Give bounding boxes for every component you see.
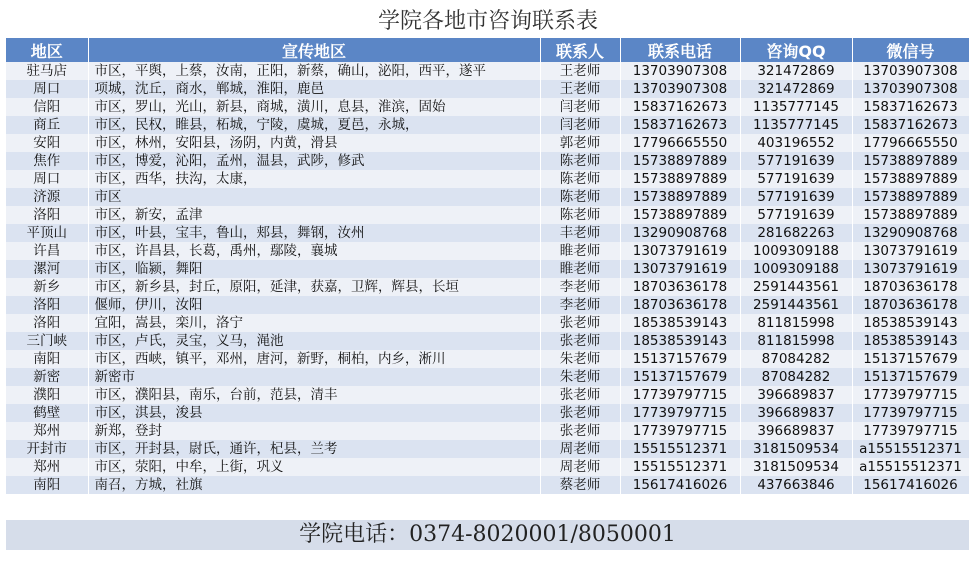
cell-contact: 陈老师 (540, 206, 620, 224)
cell-wechat: 18703636178 (852, 278, 969, 296)
table-row (6, 134, 969, 152)
cell-region: 郑州 (6, 422, 88, 440)
cell-phone: 17739797715 (620, 386, 740, 404)
cell-areas: 市区，西华，扶沟，太康， (88, 170, 540, 188)
cell-wechat: a15515512371 (852, 440, 969, 458)
table-row (6, 62, 969, 80)
cell-areas: 新郑，登封 (88, 422, 540, 440)
cell-qq: 87084282 (740, 350, 852, 368)
table-row (6, 458, 969, 476)
cell-contact: 丰老师 (540, 224, 620, 242)
cell-qq: 1009309188 (740, 260, 852, 278)
cell-region: 郑州 (6, 458, 88, 476)
cell-wechat: a15515512371 (852, 458, 969, 476)
cell-phone: 18703636178 (620, 296, 740, 314)
cell-contact: 张老师 (540, 386, 620, 404)
cell-region: 许昌 (6, 242, 88, 260)
table-row (6, 278, 969, 296)
cell-phone: 15738897889 (620, 188, 740, 206)
cell-areas: 南召，方城，社旗 (88, 476, 540, 494)
cell-areas: 市区，荥阳，中牟，上街，巩义 (88, 458, 540, 476)
cell-region: 洛阳 (6, 314, 88, 332)
cell-phone: 13073791619 (620, 242, 740, 260)
cell-region: 焦作 (6, 152, 88, 170)
cell-phone: 17739797715 (620, 404, 740, 422)
cell-phone: 13703907308 (620, 80, 740, 98)
cell-region: 鹤壁 (6, 404, 88, 422)
column-header-qq: 咨询QQ (740, 38, 852, 62)
cell-qq: 87084282 (740, 368, 852, 386)
cell-areas: 市区，开封县，尉氏，通许，杞县，兰考 (88, 440, 540, 458)
cell-qq: 577191639 (740, 152, 852, 170)
cell-wechat: 13703907308 (852, 62, 969, 80)
table-row (6, 188, 969, 206)
cell-contact: 闫老师 (540, 116, 620, 134)
cell-region: 南阳 (6, 350, 88, 368)
cell-areas: 市区，濮阳县，南乐，台前，范县，清丰 (88, 386, 540, 404)
cell-contact: 睢老师 (540, 242, 620, 260)
cell-areas: 市区，林州，安阳县，汤阴，内黄，滑县 (88, 134, 540, 152)
cell-phone: 15738897889 (620, 152, 740, 170)
table-row (6, 116, 969, 134)
cell-phone: 18538539143 (620, 332, 740, 350)
cell-contact: 闫老师 (540, 98, 620, 116)
cell-areas: 市区，卢氏，灵宝，义马，渑池 (88, 332, 540, 350)
cell-phone: 15515512371 (620, 440, 740, 458)
cell-qq: 577191639 (740, 188, 852, 206)
cell-contact: 郭老师 (540, 134, 620, 152)
table-row (6, 260, 969, 278)
cell-region: 南阳 (6, 476, 88, 494)
cell-contact: 周老师 (540, 440, 620, 458)
cell-wechat: 13703907308 (852, 80, 969, 98)
cell-wechat: 18538539143 (852, 332, 969, 350)
cell-contact: 朱老师 (540, 350, 620, 368)
cell-qq: 281682263 (740, 224, 852, 242)
cell-qq: 396689837 (740, 386, 852, 404)
cell-region: 周口 (6, 170, 88, 188)
header-row (6, 38, 969, 62)
cell-areas: 市区，淇县，浚县 (88, 404, 540, 422)
cell-wechat: 15837162673 (852, 98, 969, 116)
cell-contact: 王老师 (540, 80, 620, 98)
table-row (6, 242, 969, 260)
cell-areas: 市区，许昌县，长葛，禹州，鄢陵，襄城 (88, 242, 540, 260)
cell-wechat: 15137157679 (852, 350, 969, 368)
cell-areas: 偃师，伊川，汝阳 (88, 296, 540, 314)
cell-qq: 1135777145 (740, 98, 852, 116)
cell-phone: 17796665550 (620, 134, 740, 152)
cell-areas: 新密市 (88, 368, 540, 386)
cell-wechat: 15738897889 (852, 188, 969, 206)
table-row (6, 422, 969, 440)
cell-contact: 王老师 (540, 62, 620, 80)
cell-region: 洛阳 (6, 206, 88, 224)
cell-contact: 陈老师 (540, 152, 620, 170)
cell-phone: 13290908768 (620, 224, 740, 242)
cell-region: 驻马店 (6, 62, 88, 80)
column-header-areas: 宣传地区 (88, 38, 540, 62)
table-row (6, 206, 969, 224)
cell-phone: 17739797715 (620, 422, 740, 440)
cell-wechat: 17739797715 (852, 386, 969, 404)
cell-contact: 张老师 (540, 404, 620, 422)
cell-wechat: 15617416026 (852, 476, 969, 494)
cell-wechat: 15137157679 (852, 368, 969, 386)
cell-region: 洛阳 (6, 296, 88, 314)
cell-areas: 市区，叶县，宝丰，鲁山，郏县，舞钢，汝州 (88, 224, 540, 242)
cell-contact: 朱老师 (540, 368, 620, 386)
cell-qq: 2591443561 (740, 278, 852, 296)
cell-phone: 15837162673 (620, 116, 740, 134)
table-row (6, 350, 969, 368)
column-header-wechat: 微信号 (852, 38, 969, 62)
cell-contact: 睢老师 (540, 260, 620, 278)
cell-areas: 市区，民权，睢县，柘城，宁陵，虞城，夏邑，永城， (88, 116, 540, 134)
cell-contact: 张老师 (540, 422, 620, 440)
table-row (6, 476, 969, 494)
cell-wechat: 17739797715 (852, 404, 969, 422)
column-header-phone: 联系电话 (620, 38, 740, 62)
cell-qq: 3181509534 (740, 440, 852, 458)
cell-phone: 15617416026 (620, 476, 740, 494)
cell-wechat: 18538539143 (852, 314, 969, 332)
cell-contact: 李老师 (540, 296, 620, 314)
column-header-contact: 联系人 (540, 38, 620, 62)
cell-region: 信阳 (6, 98, 88, 116)
table-row (6, 98, 969, 116)
cell-region: 新乡 (6, 278, 88, 296)
cell-wechat: 15738897889 (852, 170, 969, 188)
cell-wechat: 17796665550 (852, 134, 969, 152)
cell-areas: 市区，新安，孟津 (88, 206, 540, 224)
table-row (6, 386, 969, 404)
cell-wechat: 13290908768 (852, 224, 969, 242)
cell-phone: 15515512371 (620, 458, 740, 476)
cell-phone: 15137157679 (620, 368, 740, 386)
cell-region: 漯河 (6, 260, 88, 278)
cell-qq: 2591443561 (740, 296, 852, 314)
cell-areas: 市区，新乡县，封丘，原阳，延津，获嘉，卫辉，辉县，长垣 (88, 278, 540, 296)
table-row (6, 332, 969, 350)
cell-contact: 陈老师 (540, 188, 620, 206)
cell-contact: 张老师 (540, 332, 620, 350)
column-header-region: 地区 (6, 38, 88, 62)
cell-qq: 1009309188 (740, 242, 852, 260)
cell-phone: 15738897889 (620, 170, 740, 188)
table-row (6, 170, 969, 188)
cell-phone: 18538539143 (620, 314, 740, 332)
cell-areas: 市区，平舆，上蔡，汝南，正阳，新蔡，确山，泌阳，西平，遂平 (88, 62, 540, 80)
cell-qq: 396689837 (740, 404, 852, 422)
cell-region: 新密 (6, 368, 88, 386)
table-title: 学院各地市咨询联系表 (377, 9, 598, 34)
cell-wechat: 17739797715 (852, 422, 969, 440)
cell-region: 安阳 (6, 134, 88, 152)
cell-areas: 宜阳，嵩县，栾川，洛宁 (88, 314, 540, 332)
cell-qq: 403196552 (740, 134, 852, 152)
cell-qq: 3181509534 (740, 458, 852, 476)
cell-qq: 321472869 (740, 80, 852, 98)
cell-contact: 李老师 (540, 278, 620, 296)
table-row (6, 404, 969, 422)
cell-qq: 577191639 (740, 206, 852, 224)
table-row (6, 314, 969, 332)
cell-wechat: 18703636178 (852, 296, 969, 314)
college-phone-footer: 学院电话：0374-8020001/8050001 (6, 520, 969, 550)
cell-qq: 577191639 (740, 170, 852, 188)
cell-region: 商丘 (6, 116, 88, 134)
contact-table (6, 38, 970, 494)
cell-areas: 项城，沈丘，商水，郸城，淮阳，鹿邑 (88, 80, 540, 98)
cell-region: 三门峡 (6, 332, 88, 350)
cell-wechat: 15837162673 (852, 116, 969, 134)
cell-phone: 15137157679 (620, 350, 740, 368)
cell-qq: 811815998 (740, 314, 852, 332)
cell-contact: 周老师 (540, 458, 620, 476)
cell-qq: 437663846 (740, 476, 852, 494)
cell-contact: 张老师 (540, 314, 620, 332)
cell-phone: 13703907308 (620, 62, 740, 80)
cell-areas: 市区，临颍，舞阳 (88, 260, 540, 278)
cell-region: 濮阳 (6, 386, 88, 404)
cell-areas: 市区，罗山，光山，新县，商城，潢川，息县，淮滨，固始 (88, 98, 540, 116)
cell-contact: 陈老师 (540, 170, 620, 188)
cell-contact: 蔡老师 (540, 476, 620, 494)
cell-region: 开封市 (6, 440, 88, 458)
cell-phone: 13073791619 (620, 260, 740, 278)
cell-phone: 18703636178 (620, 278, 740, 296)
table-row (6, 440, 969, 458)
cell-areas: 市区 (88, 188, 540, 206)
table-row (6, 80, 969, 98)
cell-phone: 15738897889 (620, 206, 740, 224)
cell-qq: 1135777145 (740, 116, 852, 134)
cell-qq: 396689837 (740, 422, 852, 440)
cell-wechat: 15738897889 (852, 152, 969, 170)
table-row (6, 368, 969, 386)
table-row (6, 296, 969, 314)
cell-phone: 15837162673 (620, 98, 740, 116)
table-row (6, 152, 969, 170)
cell-wechat: 13073791619 (852, 242, 969, 260)
cell-wechat: 13073791619 (852, 260, 969, 278)
cell-areas: 市区，西峡，镇平，邓州，唐河，新野，桐柏，内乡，淅川 (88, 350, 540, 368)
cell-region: 平顶山 (6, 224, 88, 242)
table-row (6, 224, 969, 242)
cell-region: 济源 (6, 188, 88, 206)
cell-wechat: 15738897889 (852, 206, 969, 224)
cell-region: 周口 (6, 80, 88, 98)
cell-areas: 市区，博爱，沁阳，孟州，温县，武陟，修武 (88, 152, 540, 170)
cell-qq: 321472869 (740, 62, 852, 80)
cell-qq: 811815998 (740, 332, 852, 350)
